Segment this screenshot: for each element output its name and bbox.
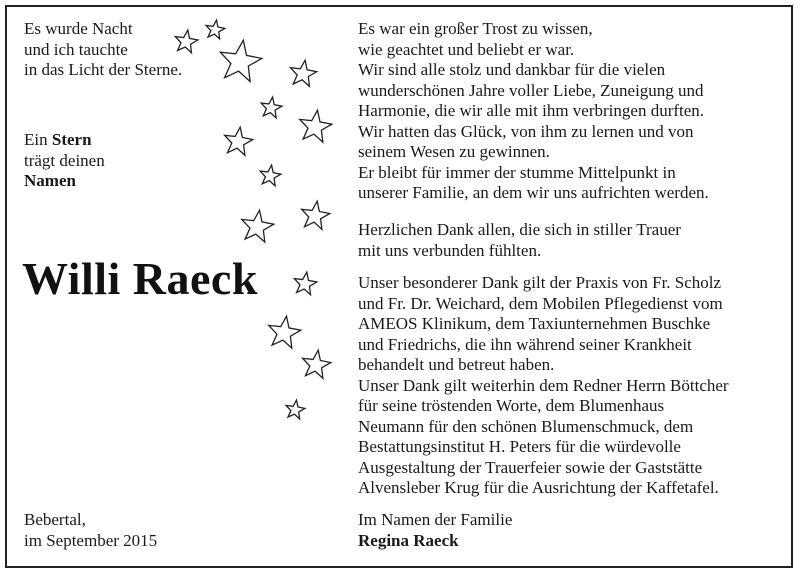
paragraph1-line: Es war ein großer Trost zu wissen,	[358, 19, 593, 38]
paragraph3-line: Unser besonderer Dank gilt der Praxis von Fr. Scholz	[358, 273, 722, 292]
star-icon	[300, 110, 332, 142]
poem-line-1: Es wurde Nacht	[24, 19, 133, 38]
paragraph1-line: Harmonie, die wir alle mit ihm verbringen durften.	[358, 101, 705, 120]
paragraph3-line: für seine tröstenden Worte, dem Blumenhaus	[358, 396, 665, 415]
place-date	[24, 510, 157, 551]
paragraph-special-thanks	[358, 273, 729, 499]
star-icon	[261, 97, 282, 118]
signature-intro: Im Namen der Familie	[358, 510, 513, 529]
deceased-name: Willi Raeck	[22, 253, 258, 304]
paragraph3-line: behandelt und betreut haben.	[358, 355, 555, 374]
star-icon	[260, 165, 281, 186]
star-icon	[303, 350, 331, 378]
signature-block	[358, 510, 512, 551]
star-icon	[302, 201, 330, 229]
paragraph1-line: Er bleibt für immer der stumme Mittelpunkt in	[358, 162, 676, 182]
signature-name: Regina Raeck	[358, 530, 459, 550]
poem-block	[24, 19, 182, 81]
paragraph1-line: seinem Wesen zu gewinnen.	[358, 142, 550, 161]
paragraph2-line: mit uns verbunden fühlten.	[358, 240, 542, 260]
paragraph3-line: Bestattungsinstitut H. Peters für die würdevolle	[358, 437, 681, 456]
star-icon	[225, 127, 253, 155]
paragraph1-line: wunderschönen Jahre voller Liebe, Zuneigung und	[358, 80, 704, 100]
paragraph3-line: AMEOS Klinikum, dem Taxiunternehmen Buschke	[358, 314, 711, 333]
star-quote-stern: Stern	[51, 130, 92, 149]
paragraph3-line: Neumann für den schönen Blumenschmuck, dem	[358, 416, 694, 436]
paragraph1-line: unserer Familie, an dem wir uns aufrichten werden.	[358, 183, 709, 202]
paragraph1-line: Wir hatten das Glück, von ihm zu lernen und von	[358, 121, 694, 141]
star-quote-prefix: Ein	[24, 130, 52, 149]
star-icon	[242, 210, 274, 242]
star-icon	[220, 40, 261, 81]
star-quote	[24, 130, 105, 192]
poem-line-3: in das Licht der Sterne.	[24, 60, 183, 79]
star-icon	[294, 272, 317, 295]
paragraph3-line: Unser Dank gilt weiterhin dem Redner Herrn Böttcher	[358, 375, 729, 395]
star-icon	[286, 400, 305, 419]
paragraph-gratitude	[358, 19, 709, 204]
paragraph3-line: und Friedrichs, die ihn während seiner Krankheit	[358, 334, 692, 354]
paragraph3-line: Alvensleber Krug für die Ausrichtung der Kaffetafel.	[358, 478, 719, 497]
star-icon	[269, 316, 301, 348]
star-quote-line-3: Namen	[24, 171, 76, 190]
paragraph3-line: und Fr. Dr. Weichard, dem Mobilen Pflegedienst vom	[358, 293, 723, 313]
date: im September 2015	[24, 530, 158, 550]
paragraph2-line: Herzlichen Dank allen, die sich in stiller Trauer	[358, 220, 681, 239]
star-icon	[206, 20, 225, 39]
paragraph-thanks-all	[358, 220, 681, 261]
star-quote-line-2: trägt deinen	[24, 150, 105, 170]
paragraph1-line: wie geachtet und beliebt er war.	[358, 39, 575, 59]
paragraph1-line: Wir sind alle stolz und dankbar für die vielen	[358, 60, 666, 79]
star-quote-line-1	[24, 130, 105, 151]
place: Bebertal,	[24, 510, 86, 529]
paragraph3-line: Ausgestaltung der Trauerfeier sowie der Gaststätte	[358, 457, 703, 477]
star-icon	[291, 60, 317, 86]
poem-line-2: und ich tauchte	[24, 39, 128, 59]
